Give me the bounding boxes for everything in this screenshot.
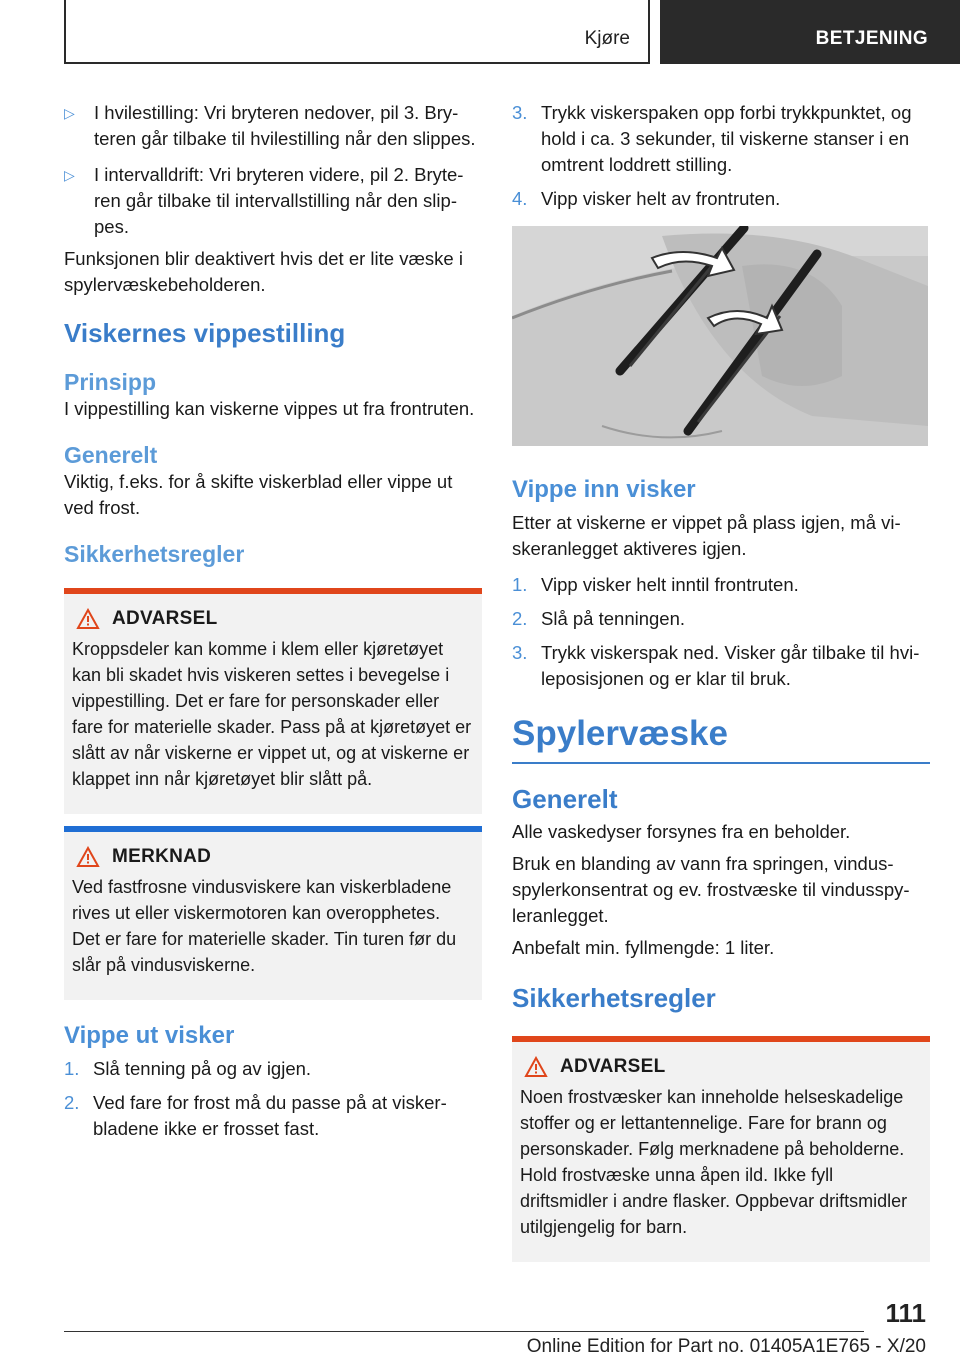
triangle-bullet-icon: ▷: [64, 167, 75, 183]
steps-list: [64, 1056, 482, 1142]
list-item: 1. Slå tenning på og av igjen.: [64, 1058, 312, 1079]
footer-divider: [64, 1331, 864, 1332]
wiper-illustration: [512, 226, 928, 446]
list-item: 3. Trykk viskerspaken opp forbi trykkpunktet, og hold i ca. 3 sekunder, til viskerne stanser i en omtrent loddrett stilling.: [512, 102, 912, 175]
paragraph: Alle vaskedyser forsynes fra en beholder.: [512, 821, 851, 842]
warning-title: ADVARSEL: [520, 1056, 920, 1078]
subsection-heading: Vippe inn visker: [512, 476, 696, 503]
warning-text: Kroppsdeler kan komme i klem eller kjøretøyet kan bli skadet hvis viskeren settes i bevegelse i vippestilling. Det er fare for personskader eller fare for materielle skader. Pass på at kjøretøyet er slått av når viskerne er vippet ut, og at viskerne er klappet inn når kjøretøyet blir slått på.: [72, 639, 472, 789]
warning-triangle-icon: [76, 608, 100, 630]
steps-list: [512, 100, 930, 212]
list-item: 2. Slå på tenningen.: [512, 608, 686, 629]
section-heading: Viskernes vippestilling: [64, 318, 346, 348]
subsection-heading: Vippe ut visker: [64, 1022, 235, 1049]
edition-line: Online Edition for Part no. 01405A1E765 - X/20: [526, 1336, 926, 1357]
right-column: [512, 100, 930, 1262]
section-heading: Generelt: [512, 784, 618, 814]
caution-triangle-icon: [76, 846, 100, 868]
paragraph: Etter at viskerne er vippet på plass igjen, må viskeranlegget aktiveres igjen.: [512, 512, 901, 559]
header-frame: [64, 0, 650, 64]
subsection-heading: Generelt: [64, 442, 158, 468]
list-item: ▷ I hvilestilling: Vri bryteren nedover, pil 3. Bryteren går tilbake til hvilestilling når den slippes.: [64, 102, 476, 149]
notice-text: Ved fastfrosne vindusviskere kan viskerbladene rives ut eller viskermotoren kan overopphetes. Det er fare for materielle skader. Tin turen før du slår på vindusviskerne.: [72, 877, 457, 975]
notice-box: [64, 826, 482, 1000]
warning-text: Noen frostvæsker kan inneholde helseskadelige stoffer og er lettantennelige. Fare for brann og personskader. Følg merknadene på beholderne. Hold frostvæske unna åpen ild. Ikke fyll driftsmidler i andre flasker. Oppbevar driftsmidler utilgjengelig for barn.: [520, 1087, 908, 1237]
triangle-bullet-icon: ▷: [64, 105, 75, 121]
subsection-heading: Sikkerhetsregler: [64, 541, 245, 567]
left-column: [64, 100, 482, 1150]
paragraph: Anbefalt min. fyllmengde: 1 liter.: [512, 937, 775, 958]
paragraph: Viktig, f.eks. for å skifte viskerblad eller vippe ut ved frost.: [64, 471, 453, 518]
chapter-heading: Spylervæske: [512, 714, 930, 764]
paragraph: Bruk en blanding av vann fra springen, vindusspylerkonsentrat og ev. frostvæske til vindusspyleranlegget.: [512, 853, 910, 926]
paragraph: Funksjonen blir deaktivert hvis det er lite væske i spylervæskebeholderen.: [64, 248, 463, 295]
warning-triangle-icon: [524, 1056, 548, 1078]
warning-title: ADVARSEL: [72, 608, 472, 630]
section-heading: Sikkerhetsregler: [512, 983, 716, 1013]
page-number: 111: [885, 1298, 926, 1328]
header-section-title: Kjøre: [584, 28, 630, 49]
steps-list: [512, 572, 930, 692]
subsection-heading: Prinsipp: [64, 369, 157, 395]
header-chapter-tab: [660, 0, 960, 64]
list-item: 1. Vipp visker helt inntil frontruten.: [512, 574, 799, 595]
list-item: 2. Ved fare for frost må du passe på at viskerbladene ikke er frosset fast.: [64, 1092, 447, 1139]
warning-box: [64, 588, 482, 814]
warning-box: [512, 1036, 930, 1262]
list-item: 3. Trykk viskerspak ned. Visker går tilbake til hvileposisjonen og er klar til bruk.: [512, 642, 920, 689]
list-item: ▷ I intervalldrift: Vri bryteren videre, pil 2. Bryteren går tilbake til intervallstilling når den slippes.: [64, 164, 464, 237]
bullet-list: [64, 100, 482, 240]
header-chapter-label: BETJENING: [815, 28, 928, 49]
windshield-wipers-image: [512, 226, 928, 446]
notice-title: MERKNAD: [72, 846, 472, 868]
list-item: 4. Vipp visker helt av frontruten.: [512, 188, 781, 209]
paragraph: I vippestilling kan viskerne vippes ut fra frontruten.: [64, 398, 475, 419]
